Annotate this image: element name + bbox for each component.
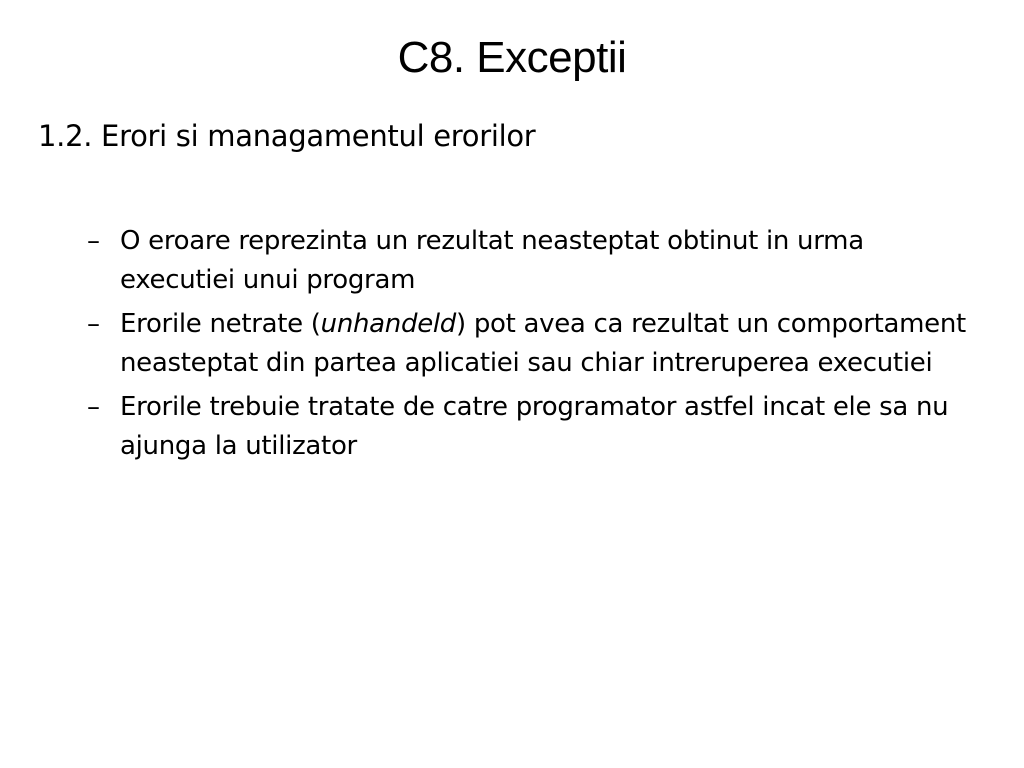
bullet-text-italic: unhandeld bbox=[320, 309, 457, 339]
slide-title: C8. Exceptii bbox=[397, 33, 627, 82]
bullet-dash: – bbox=[87, 226, 100, 256]
bullet-item bbox=[0, 305, 980, 383]
bullet-text-end: ) pot avea ca rezultat un comportament neasteptat din partea aplicatiei sau chiar intreruperea executiei bbox=[120, 309, 966, 378]
bullet-list bbox=[0, 222, 1024, 471]
bullet-text: O eroare reprezinta un rezultat neasteptat obtinut in urma executiei unui program bbox=[120, 226, 864, 295]
bullet-text: Erorile trebuie tratate de catre programator astfel incat ele sa nu ajunga la utilizator bbox=[120, 392, 949, 461]
section-heading: 1.2. Erori si managamentul erorilor bbox=[38, 119, 536, 153]
bullet-item bbox=[0, 222, 980, 300]
bullet-text-start: Erorile netrate ( bbox=[120, 309, 321, 339]
bullet-item bbox=[0, 388, 980, 466]
bullet-dash: – bbox=[87, 309, 100, 339]
bullet-dash: – bbox=[87, 392, 100, 422]
